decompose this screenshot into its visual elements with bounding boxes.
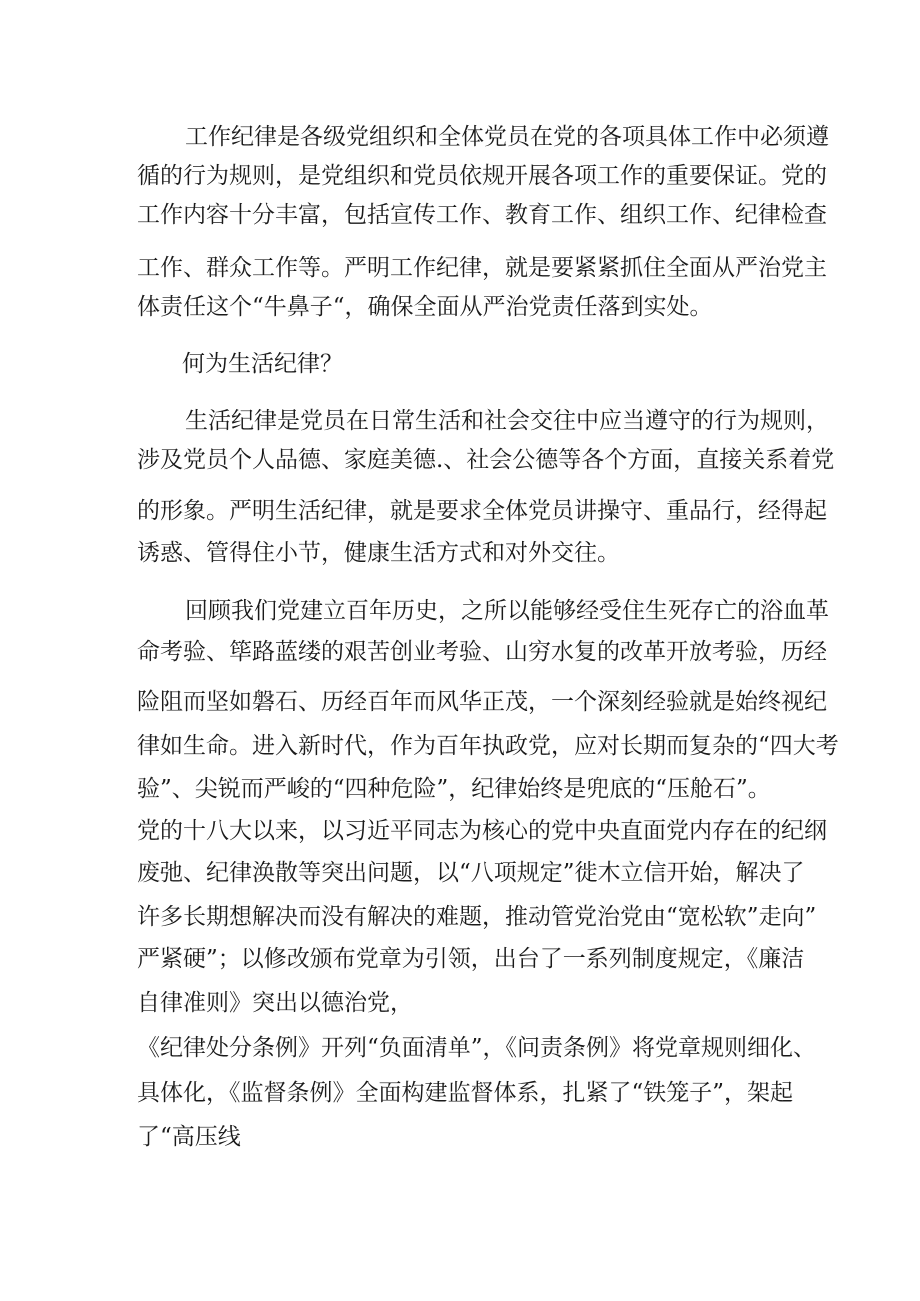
text-line: 严紧硬”；以修改颁布党章为引领，出台了一系列制度规定，《廉洁	[137, 946, 805, 972]
text-line: 验”、尖锐而严峻的“四种危险”，纪律始终是兜底的“压舱石”。	[137, 776, 771, 802]
text-line: 许多长期想解决而没有解决的难题，推动管党治党由“宽松软”走向”	[137, 904, 817, 930]
text-line: 了“高压线	[137, 1124, 241, 1150]
text-line: 命考验、筚路蓝缕的艰苦创业考验、山穷水复的改革开放考验，历经	[137, 639, 827, 665]
text-line: 循的行为规则，是党组织和党员依规开展各项工作的重要保证。党的	[137, 163, 827, 189]
text-line: 《纪律处分条例》开列“负面清单”，《问责条例》将党章规则细化、	[137, 1035, 817, 1061]
text-line: 自律准则》突出以德治党，	[137, 990, 413, 1016]
text-line: 党的十八大以来，以习近平同志为核心的党中央直面党内存在的纪纲	[137, 818, 827, 844]
text-line: 废弛、纪律涣散等突出问题，以“八项规定”徙木立信开始，解决了	[137, 860, 805, 886]
text-line: 生活纪律是党员在日常生活和社会交往中应当遵守的行为规则，	[185, 408, 829, 434]
text-line: 律如生命。进入新时代，作为百年执政党，应对长期而复杂的“四大考	[137, 733, 839, 759]
section-question: 何为生活纪律？	[182, 351, 343, 377]
text-line: 诱惑、管得住小节，健康生活方式和对外交往。	[137, 540, 620, 566]
text-line: 工作内容十分丰富，包括宣传工作、教育工作、组织工作、纪律检查	[137, 202, 827, 228]
text-line: 回顾我们党建立百年历史，之所以能够经受住生死存亡的浴血革	[185, 598, 829, 624]
text-line: 险阻而坚如磐石、历经百年而风华正茂，一个深刻经验就是始终视纪	[137, 689, 827, 715]
text-line: 的形象。严明生活纪律，就是要求全体党员讲操守、重品行，经得起	[137, 498, 827, 524]
text-line: 涉及党员个人品德、家庭美德.、社会公德等各个方面，直接关系着党	[137, 447, 835, 473]
text-line: 体责任这个“牛鼻子“，确保全面从严治党责任落到实处。	[137, 294, 713, 320]
text-line: 工作纪律是各级党组织和全体党员在党的各项具体工作中必须遵	[185, 124, 829, 150]
text-line: 工作、群众工作等。严明工作纪律，就是要紧紧抓住全面从严治党主	[137, 255, 827, 281]
text-line: 具体化，《监督条例》全面构建监督体系，扎紧了“铁笼子”，架起	[137, 1080, 794, 1106]
